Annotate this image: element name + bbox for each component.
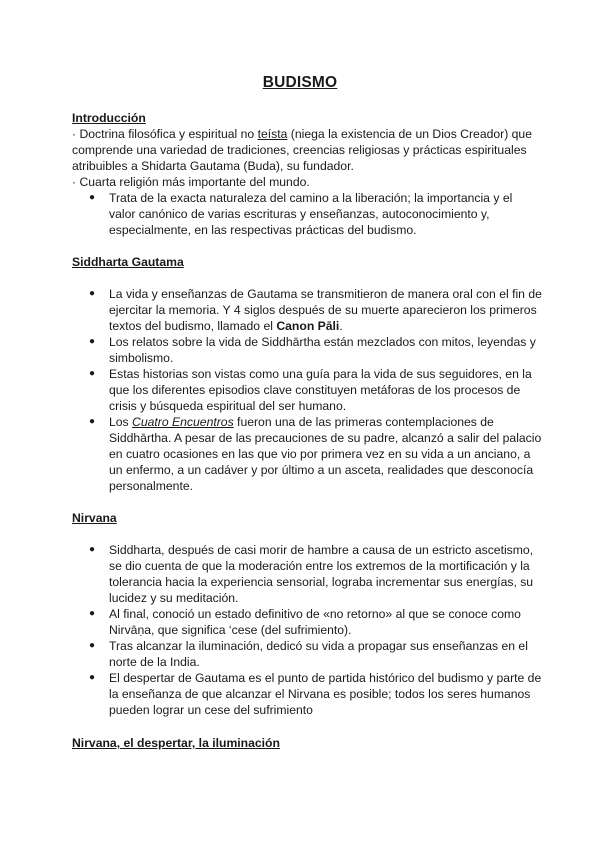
bullet-icon: ● [89,336,96,347]
paragraph-doctrina [72,126,542,174]
list-item [72,190,542,238]
section-nirvana-despertar [72,735,542,751]
text-span: La vida y enseñanzas de Gautama se transmitieron de manera oral con el fin de ejercitar la memoria. Y 4 siglos después de su muerte aparecieron los primeros textos del budismo, llamado el [109,287,542,333]
bullet-icon: ● [89,672,96,683]
section-heading: Nirvana [72,511,117,525]
list-item [72,366,542,414]
section-heading: Nirvana, el despertar, la iluminación [72,736,280,750]
list-item-text: Los relatos sobre la vida de Siddhārtha están mezclados con mitos, leyendas y simbolismo. [109,335,536,365]
section-heading: Introducción [72,111,146,125]
bullet-icon: ● [89,192,96,203]
section-introduccion [72,110,542,238]
page-title: BUDISMO [262,74,338,91]
list-item-text: Tras alcanzar la iluminación, dedicó su vida a propagar sus enseñanzas en el norte de la India. [109,639,528,669]
text-span: . [339,319,343,333]
list-item-text: Al final, conoció un estado definitivo de «no retorno» al que se conoce como Nirvāṇa, que significa ‘cese (del sufrimiento). [109,607,521,637]
bullet-icon: ● [89,416,96,427]
text-span: · Doctrina filosófica y espiritual no [72,127,258,141]
bullet-icon: ● [89,640,96,651]
bullet-list [72,286,542,494]
bullet-icon: ● [89,544,96,555]
list-item [72,606,542,638]
bullet-list [72,542,542,718]
paragraph-cuarta-religion: · Cuarta religión más importante del mundo. [72,175,310,189]
bullet-icon: ● [89,368,96,379]
text-span: Los [109,415,133,429]
bullet-list [72,190,542,238]
text-span: fueron una de las primeras contemplaciones de Siddhārtha. A pesar de las precauciones de su padre, alcanzó a salir del palacio en cuatro ocasiones en las que vio por primera vez en su vida a un anciano, a un enfermo, a un cadáver y por último a un asceta, realidades que desconocía personalmente. [109,415,542,493]
bold-term: Canon Pāli [276,319,340,333]
link-cuatro-encuentros[interactable]: Cuatro Encuentros [132,415,234,429]
section-siddharta [72,254,542,494]
list-item [72,286,542,334]
list-item-text: Trata de la exacta naturaleza del camino a la liberación; la importancia y el valor canónico de varias escrituras y enseñanzas, autoconocimiento y, especialmente, en las respectivas prácticas del budismo. [109,191,513,237]
list-item [72,638,542,670]
list-item-text: Siddharta, después de casi morir de hambre a causa de un estricto ascetismo, se dio cuenta de que la moderación entre los extremos de la mortificación y la tolerancia hacia la experiencia sensorial, lograba incrementar sus energías, su lucidez y su meditación. [109,543,534,605]
list-item-text: El despertar de Gautama es el punto de partida histórico del budismo y parte de la enseñanza de que alcanzar el Nirvana es posible; todos los seres humanos pueden lograr un cese del sufrimiento [109,671,542,717]
list-item [72,670,542,718]
bullet-icon: ● [89,288,96,299]
text-span: (niega la existencia de un Dios Creador) que comprende una variedad de tradiciones, creencias religiosas y prácticas espirituales atribuibles a Shidarta Gautama (Buda), su fundador. [72,127,532,173]
list-item [72,414,542,494]
bullet-icon: ● [89,608,96,619]
list-item [72,542,542,606]
section-heading: Siddharta Gautama [72,255,184,269]
section-nirvana [72,510,542,718]
link-teista[interactable]: teísta [257,127,288,141]
list-item-text: Estas historias son vistas como una guía para la vida de sus seguidores, en la que los diferentes episodios clave constituyen metáforas de los procesos de crisis y búsqueda espiritual del ser humano. [109,367,532,413]
list-item [72,334,542,366]
